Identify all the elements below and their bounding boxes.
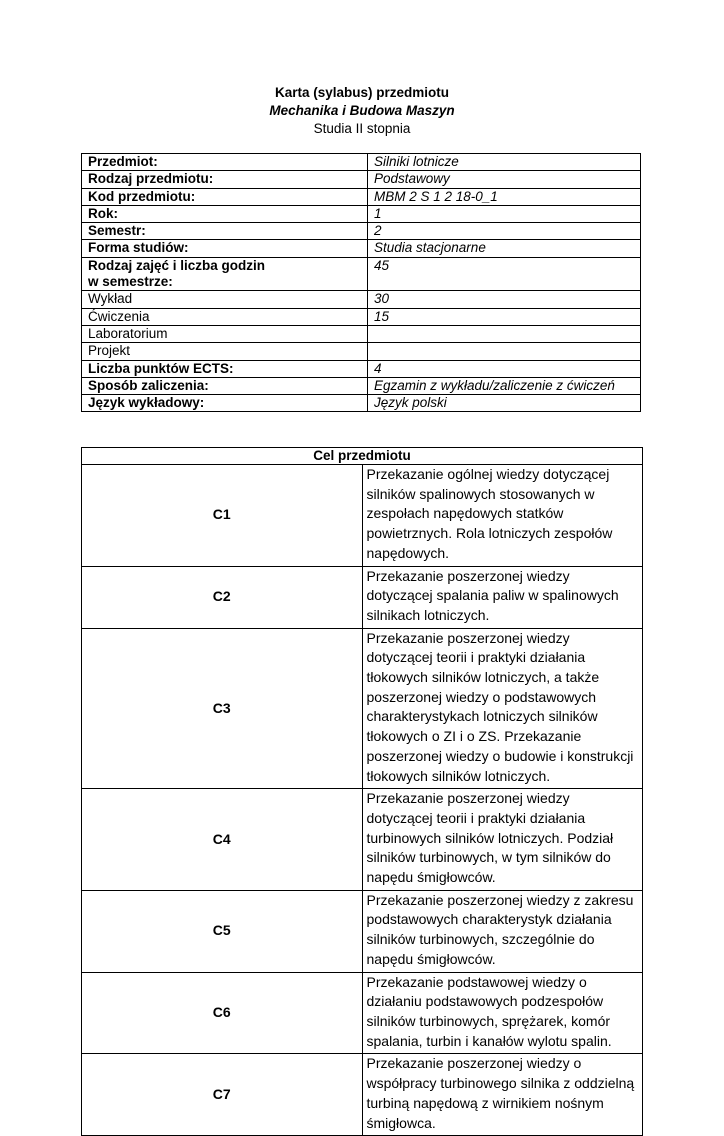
info-label: Język wykładowy: [82, 395, 368, 412]
info-value: Silniki lotnicze [368, 154, 641, 171]
goals-header-row [82, 448, 643, 465]
goal-row [82, 465, 643, 567]
info-value: Podstawowy [368, 171, 641, 188]
info-row [82, 257, 641, 291]
info-label: Liczba punktów ECTS: [82, 360, 368, 377]
info-value: Studia stacjonarne [368, 240, 641, 257]
goal-description: Przekazanie poszerzonej wiedzy o współpracy turbinowego silnika z oddzielną turbiną napędową z wirnikiem nośnym śmigłowca. [362, 1054, 643, 1136]
goal-description: Przekazanie podstawowej wiedzy o działaniu podstawowych podzespołów silników turbinowych, sprężarek, komór spalania, turbin i kanałów wylotu spalin. [362, 972, 643, 1054]
info-value: 1 [368, 205, 641, 222]
info-label: Semestr: [82, 223, 368, 240]
info-row [82, 223, 641, 240]
info-value: Egzamin z wykładu/zaliczenie z ćwiczeń [368, 377, 641, 394]
info-value: 15 [368, 308, 641, 325]
info-value: MBM 2 S 1 2 18-0_1 [368, 188, 641, 205]
info-label: Rok: [82, 205, 368, 222]
info-row [82, 308, 641, 325]
info-row [82, 154, 641, 171]
info-row [82, 325, 641, 342]
info-label: Rodzaj zajęć i liczba godzin w semestrze: [82, 257, 368, 291]
info-row [82, 171, 641, 188]
info-row [82, 377, 641, 394]
info-row [82, 240, 641, 257]
goal-code: C7 [82, 1054, 363, 1136]
info-label: Sposób zaliczenia: [82, 377, 368, 394]
field-of-study: Mechanika i Budowa Maszyn [269, 103, 455, 118]
info-label: Wykład [82, 291, 368, 308]
goal-description: Przekazanie poszerzonej wiedzy dotyczącej teorii i praktyki działania tłokowych silników lotniczych, a także poszerzonej wiedzy o podstawowych charakterystykach lotniczych silników tłokowych o ZI i o ZS. Przekazanie poszerzonej wiedzy o budowie i konstrukcji tłokowych silników lotniczych. [362, 628, 643, 789]
info-row [82, 291, 641, 308]
info-row [82, 188, 641, 205]
goal-row [82, 566, 643, 628]
info-value: Język polski [368, 395, 641, 412]
document-title: Karta (sylabus) przedmiotu [274, 85, 450, 100]
goal-code: C3 [82, 628, 363, 789]
info-label: Rodzaj przedmiotu: [82, 171, 368, 188]
goal-description: Przekazanie poszerzonej wiedzy dotyczącej teorii i praktyki działania turbinowych silników lotniczych. Podział silników turbinowych, w tym silników do napędu śmigłowców. [362, 789, 643, 891]
info-value [368, 343, 641, 360]
goal-code: C5 [82, 890, 363, 972]
goal-row [82, 789, 643, 891]
course-info-table [81, 153, 641, 412]
goal-code: C2 [82, 566, 363, 628]
goal-description: Przekazanie poszerzonej wiedzy dotyczącej spalania paliw w spalinowych silnikach lotniczych. [362, 566, 643, 628]
goal-code: C1 [82, 465, 363, 567]
info-label: Kod przedmiotu: [82, 188, 368, 205]
info-row [82, 343, 641, 360]
info-value: 4 [368, 360, 641, 377]
info-row [82, 205, 641, 222]
info-value: 30 [368, 291, 641, 308]
goal-row [82, 972, 643, 1054]
goal-row [82, 1054, 643, 1136]
info-label: Forma studiów: [82, 240, 368, 257]
document-header [0, 84, 724, 138]
info-label: Przedmiot: [82, 154, 368, 171]
info-row [82, 360, 641, 377]
info-row [82, 395, 641, 412]
info-label: Laboratorium [82, 325, 368, 342]
goal-description: Przekazanie ogólnej wiedzy dotyczącej silników spalinowych stosowanych w zespołach napędowych statków powietrznych. Rola lotniczych zespołów napędowych. [362, 465, 643, 567]
goal-code: C6 [82, 972, 363, 1054]
goal-code: C4 [82, 789, 363, 891]
info-label: Projekt [82, 343, 368, 360]
goals-header: Cel przedmiotu [82, 448, 643, 465]
info-value [368, 325, 641, 342]
info-label: Ćwiczenia [82, 308, 368, 325]
study-level: Studia II stopnia [313, 121, 411, 136]
info-value: 45 [368, 257, 641, 291]
goal-row [82, 628, 643, 789]
goal-description: Przekazanie poszerzonej wiedzy z zakresu podstawowych charakterystyk działania silników turbinowych, szczególnie do napędu śmigłowców. [362, 890, 643, 972]
goal-row [82, 890, 643, 972]
course-goals-table [81, 447, 643, 1136]
info-value: 2 [368, 223, 641, 240]
